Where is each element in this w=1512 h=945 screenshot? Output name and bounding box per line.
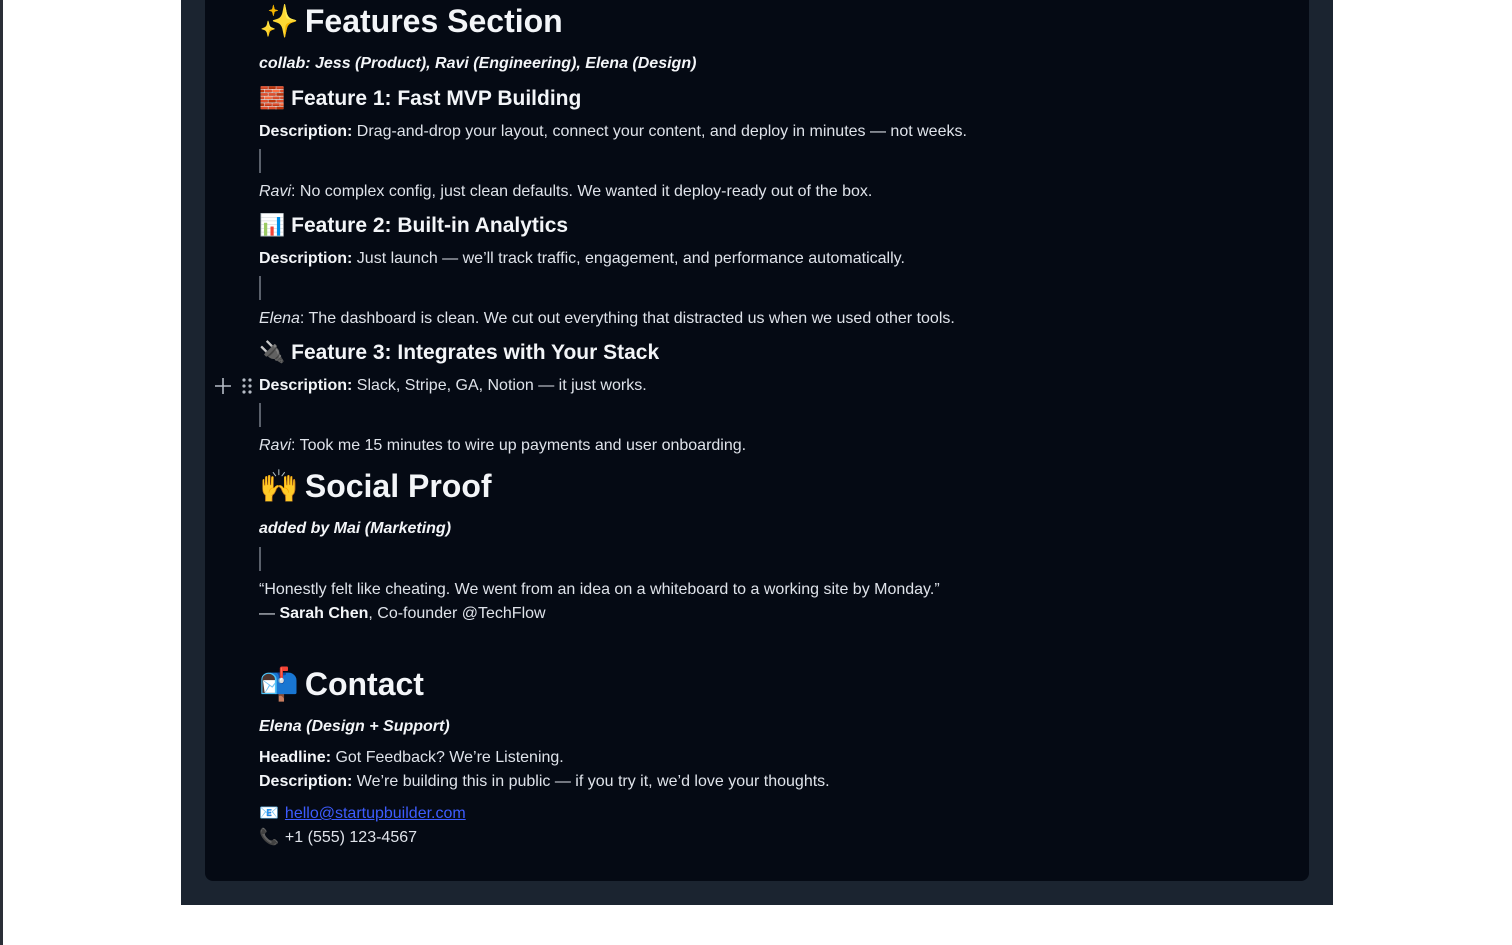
raised-hands-icon: 🙌 — [259, 467, 299, 505]
plug-icon: 🔌 — [259, 340, 286, 364]
feature-3-description[interactable]: Description: Slack, Stripe, GA, Notion — it just works. — [259, 377, 647, 394]
email-link[interactable]: hello@startupbuilder.com — [284, 805, 466, 822]
contact-heading[interactable]: 📬 Contact — [259, 665, 424, 703]
contact-byline[interactable]: Elena (Design + Support) — [259, 718, 450, 735]
mailbox-icon: 📬 — [259, 665, 299, 703]
sparkles-icon: ✨ — [259, 2, 299, 40]
feature-2-description[interactable]: Description: Just launch — we’ll track traffic, engagement, and performance automatically. — [259, 250, 905, 267]
social-proof-byline[interactable]: added by Mai (Marketing) — [259, 520, 452, 537]
email-icon: 📧 — [259, 803, 279, 822]
contact-description[interactable]: Description: We’re building this in public — if you try it, we’d love your thoughts. — [259, 773, 830, 790]
contact-headline[interactable]: Headline: Got Feedback? We’re Listening. — [259, 749, 564, 766]
block-controls — [214, 377, 252, 395]
contact-email-line — [259, 803, 466, 823]
plus-icon[interactable] — [214, 377, 232, 395]
empty-block-caret[interactable] — [259, 276, 261, 300]
window-edge — [0, 0, 3, 945]
contact-phone-line[interactable]: 📞 +1 (555) 123-4567 — [259, 827, 418, 846]
empty-block-caret[interactable] — [259, 149, 261, 173]
empty-block-caret[interactable] — [259, 403, 261, 427]
feature-1-comment[interactable]: Ravi: No complex config, just clean defaults. We wanted it deploy-ready out of the box. — [259, 183, 873, 200]
feature-2-heading[interactable]: 📊 Feature 2: Built-in Analytics — [259, 213, 569, 237]
features-byline[interactable]: collab: Jess (Product), Ravi (Engineering), Elena (Design) — [259, 55, 697, 72]
empty-block-caret[interactable] — [259, 547, 261, 571]
features-heading[interactable]: ✨ Features Section — [259, 2, 563, 40]
phone-icon: 📞 — [259, 827, 279, 846]
testimonial-attribution[interactable]: — Sarah Chen, Co-founder @TechFlow — [259, 605, 546, 622]
feature-3-heading[interactable]: 🔌 Feature 3: Integrates with Your Stack — [259, 340, 660, 364]
testimonial-quote[interactable]: “Honestly felt like cheating. We went from an idea on a whiteboard to a working site by Monday.” — [259, 581, 940, 598]
drag-handle-icon[interactable] — [242, 378, 252, 394]
feature-3-comment[interactable]: Ravi: Took me 15 minutes to wire up payments and user onboarding. — [259, 437, 747, 454]
social-proof-heading[interactable]: 🙌 Social Proof — [259, 467, 492, 505]
feature-1-heading[interactable]: 🧱 Feature 1: Fast MVP Building — [259, 86, 582, 110]
bar-chart-icon: 📊 — [259, 213, 286, 237]
bricks-icon: 🧱 — [259, 86, 286, 110]
feature-1-description[interactable]: Description: Drag-and-drop your layout, connect your content, and deploy in minutes — not weeks. — [259, 123, 967, 140]
feature-2-comment[interactable]: Elena: The dashboard is clean. We cut out everything that distracted us when we used other tools. — [259, 310, 955, 327]
